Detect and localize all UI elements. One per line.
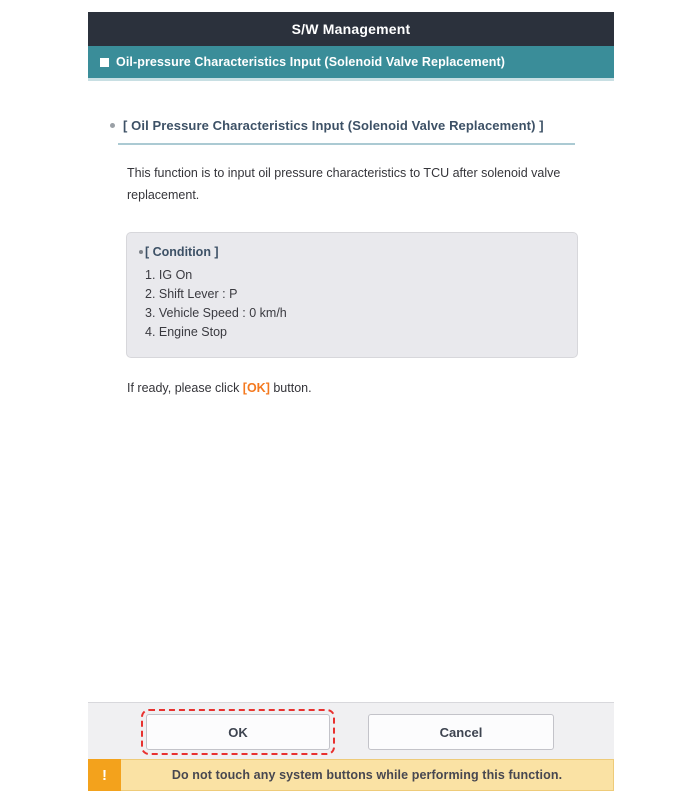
ready-instruction <box>127 381 575 395</box>
condition-item: 3. Vehicle Speed : 0 km/h <box>145 306 287 320</box>
page-title: S/W Management <box>291 21 411 37</box>
bullet-dot-icon <box>139 250 143 254</box>
bullet-dot-icon <box>110 123 115 128</box>
condition-title <box>139 245 561 259</box>
titlebar <box>88 12 614 46</box>
square-bullet-icon <box>100 58 109 67</box>
subheader <box>88 46 614 78</box>
condition-item: 4. Engine Stop <box>145 325 228 339</box>
warning-bar <box>88 759 614 791</box>
condition-title-text: [ Condition ] <box>145 245 219 259</box>
instruction-suffix: button. <box>269 381 312 395</box>
function-description: This function is to input oil pressure characteristics to TCU after solenoid valve replacement. <box>127 166 561 202</box>
ok-button[interactable]: OK <box>146 714 330 750</box>
section-heading <box>110 118 592 133</box>
condition-list <box>139 266 561 342</box>
condition-item: 1. IG On <box>145 268 193 282</box>
warning-message: Do not touch any system buttons while performing this function. <box>121 759 614 791</box>
button-bar <box>88 702 614 759</box>
heading-underline <box>118 143 575 145</box>
condition-box <box>126 232 578 358</box>
content-area <box>88 78 614 395</box>
section-heading-text: [ Oil Pressure Characteristics Input (Solenoid Valve Replacement) ] <box>123 118 544 133</box>
exclamation-icon: ! <box>88 759 121 791</box>
cancel-button[interactable]: Cancel <box>368 714 554 750</box>
instruction-ok-highlight: [OK] <box>242 381 270 395</box>
subheader-label: Oil-pressure Characteristics Input (Solenoid Valve Replacement) <box>116 55 506 69</box>
condition-item: 2. Shift Lever : P <box>145 287 238 301</box>
instruction-prefix: If ready, please click <box>127 381 243 395</box>
